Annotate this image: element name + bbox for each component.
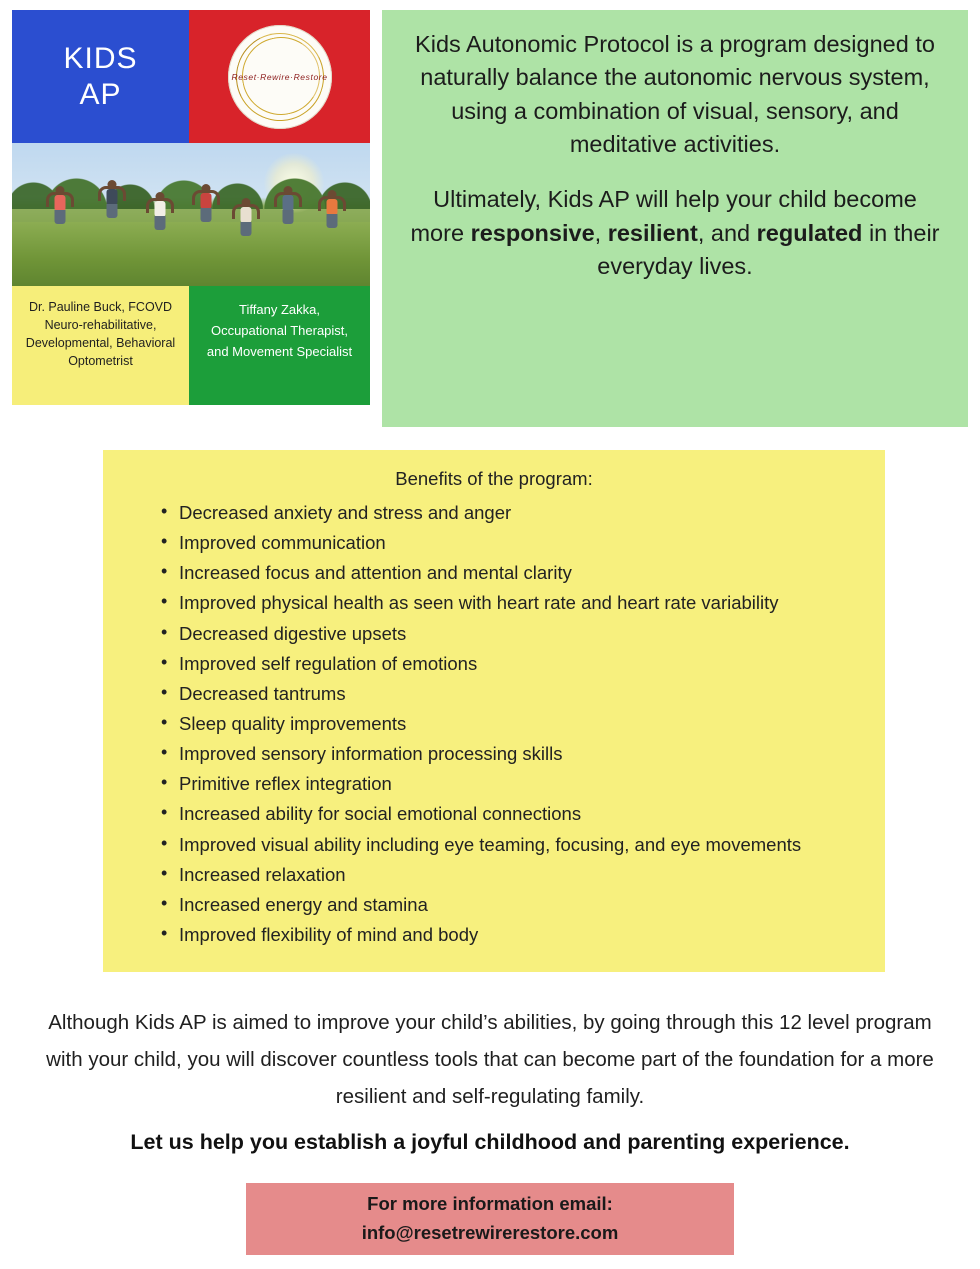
intro-p2-part2: , bbox=[594, 219, 608, 246]
child-figure bbox=[52, 186, 68, 230]
benefits-list bbox=[103, 498, 885, 950]
list-item: • Increased relaxation bbox=[161, 860, 845, 890]
logo-line-1: KIDS bbox=[63, 42, 138, 76]
children-jumping-photo bbox=[12, 143, 370, 286]
child-figure bbox=[198, 184, 214, 228]
intro-p2-part1: Ultimately, Kids AP will help your child become more bbox=[410, 186, 917, 246]
list-item: • Improved communication bbox=[161, 528, 845, 558]
list-item: • Decreased anxiety and stress and anger bbox=[161, 498, 845, 528]
intro-p2-part3: , and bbox=[697, 219, 757, 246]
closing-section bbox=[28, 1005, 952, 1155]
child-figure bbox=[152, 192, 168, 236]
list-item: • Decreased tantrums bbox=[161, 679, 845, 709]
closing-headline: Let us help you establish a joyful childhood and parenting experience. bbox=[130, 1129, 850, 1154]
contact-email[interactable]: info@resetrewirerestore.com bbox=[361, 1222, 619, 1243]
seal-icon bbox=[228, 25, 332, 129]
list-item: • Improved physical health as seen with heart rate and heart rate variability bbox=[161, 588, 845, 618]
child-figure bbox=[238, 198, 254, 242]
list-item: • Increased energy and stamina bbox=[161, 890, 845, 920]
logo-line-2: AP bbox=[79, 77, 122, 111]
list-item: • Sleep quality improvements bbox=[161, 709, 845, 739]
branding-column bbox=[12, 10, 370, 405]
benefits-title: Benefits of the program: bbox=[395, 468, 593, 489]
list-item: • Primitive reflex integration bbox=[161, 769, 845, 799]
intro-p2-bold3: regulated bbox=[756, 219, 863, 246]
contact-box bbox=[246, 1183, 734, 1255]
intro-panel bbox=[382, 10, 968, 427]
intro-p2-part4: in their everyday lives. bbox=[597, 219, 940, 280]
child-figure bbox=[280, 186, 296, 230]
child-figure bbox=[324, 190, 340, 234]
intro-paragraph-2 bbox=[408, 183, 942, 283]
list-item: • Increased focus and attention and mental clarity bbox=[161, 558, 845, 588]
intro-p2-bold1: responsive bbox=[470, 219, 595, 246]
list-item: • Improved visual ability including eye teaming, focusing, and eye movements bbox=[161, 830, 845, 860]
kids-ap-logo bbox=[12, 10, 189, 143]
credentials-row bbox=[12, 286, 370, 405]
credential-optometrist: Dr. Pauline Buck, FCOVD Neuro-rehabilitative, Developmental, Behavioral Optometrist bbox=[12, 286, 189, 405]
list-item: • Improved self regulation of emotions bbox=[161, 649, 845, 679]
child-figure bbox=[104, 180, 120, 224]
list-item: • Increased ability for social emotional connections bbox=[161, 799, 845, 829]
list-item: • Improved sensory information processing skills bbox=[161, 739, 845, 769]
list-item: • Decreased digestive upsets bbox=[161, 619, 845, 649]
logo-row bbox=[12, 10, 370, 143]
list-item: • Improved flexibility of mind and body bbox=[161, 920, 845, 950]
credential-therapist: Tiffany Zakka, Occupational Therapist, and Movement Specialist bbox=[189, 286, 370, 405]
intro-p2-bold2: resilient bbox=[607, 219, 698, 246]
grass-field bbox=[12, 222, 370, 286]
benefits-panel bbox=[103, 450, 885, 972]
reset-rewire-restore-logo bbox=[189, 10, 370, 143]
seal-label: Reset·Rewire·Restore bbox=[231, 71, 328, 82]
closing-body: Although Kids AP is aimed to improve your child’s abilities, by going through this 12 level program with your child, you will discover countless tools that can become part of the foundation for a more resilient and self-regulating family. bbox=[46, 1011, 934, 1108]
top-section bbox=[0, 0, 980, 427]
intro-paragraph-1: Kids Autonomic Protocol is a program designed to naturally balance the autonomic nervous system, using a combination of visual, sensory, and meditative activities. bbox=[415, 31, 935, 158]
contact-prompt: For more information email: bbox=[367, 1193, 613, 1215]
